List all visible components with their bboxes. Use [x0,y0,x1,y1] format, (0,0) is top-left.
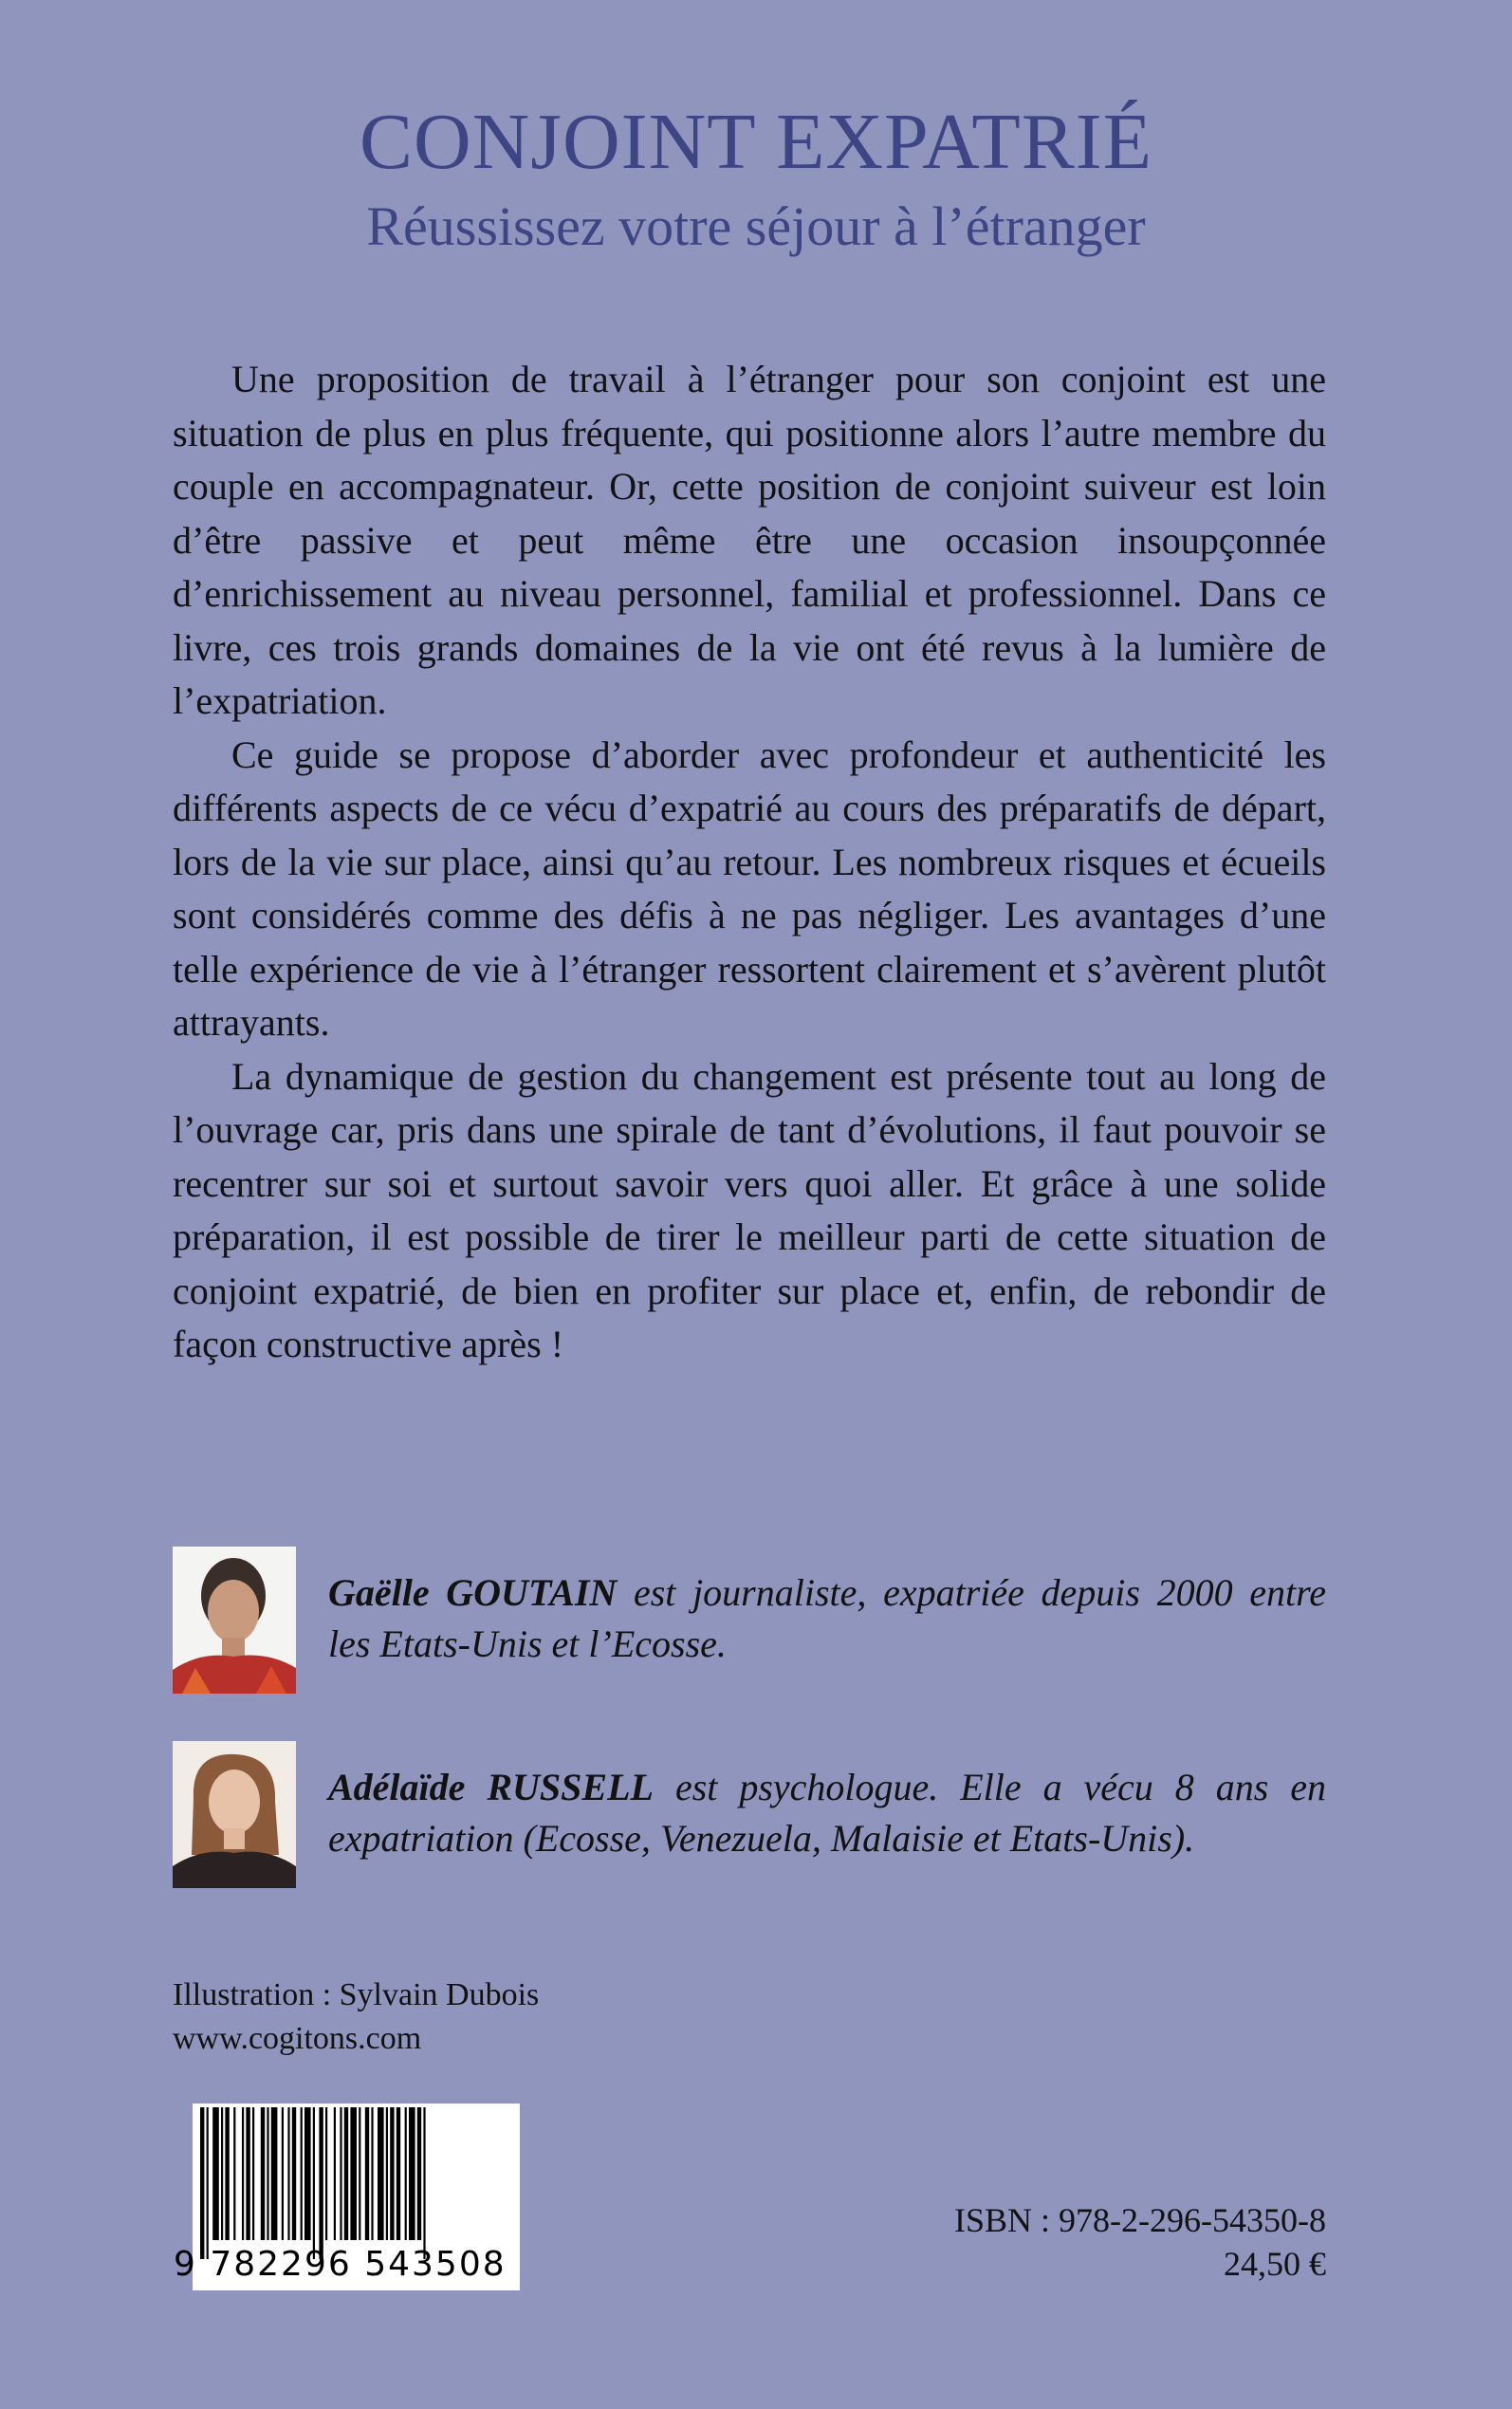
price: 24,50 € [1224,2245,1326,2283]
author-description: est journaliste, expatriée depuis 2000 entre les Etats-Unis et l’Ecosse. [328,1571,1327,1665]
blurb-paragraph: La dynamique de gestion du changement est présente tout au long de l’ouvrage car, pris dans une spirale de tant d’évolutions, il faut pouvoir se recentrer sur soi et surtout savoir vers quoi aller. Et grâce à une solide préparation, il est possible de tirer le meilleur parti de cette situation de conjoint expatrié, de bien en profiter sur place et, enfin, de rebondir de façon constructive après ! [173,1054,1326,1365]
book-subtitle: Réussissez votre séjour à l’étranger [366,195,1146,257]
isbn-number: ISBN : 978-2-296-54350-8 [954,2201,1326,2239]
blurb [173,353,1326,1372]
author-name: Gaëlle GOUTAIN [328,1571,618,1614]
author-photo [173,1741,296,1888]
isbn-block [954,2198,1326,2286]
author-bio [328,1567,1326,1670]
blurb-paragraph: Une proposition de travail à l’étranger pour son conjoint est une situation de plus en plus fréquente, qui positionne alors l’autre membre du couple en accompagnateur. Or, cette position de conjoint suiveur est loin d’être passive et peut même être une occasion insoupçonnée d’enrichissement au niveau personnel, familial et professionnel. Dans ce livre, ces trois grands domaines de la vie ont été revus à la lumière de l’expatriation. [173,358,1326,722]
author-name: Adélaïde RUSSELL [328,1766,654,1808]
credits [173,1974,539,2061]
blurb-paragraph: Ce guide se propose d’aborder avec profondeur et authenticité les différents aspects de ce vécu d’expatrié au cours des préparatifs de départ, lors de la vie sur place, ainsi qu’au retour. Les nombreux risques et écueils sont considérés comme des défis à ne pas négliger. Les avantages d’une telle expérience de vie à l’étranger ressortent clairement et s’avèrent plutôt attrayants. [173,732,1326,1044]
website-text: www.cogitons.com [173,2021,422,2056]
illustration-credit: Illustration : Sylvain Dubois [173,1977,540,2012]
author-photo [173,1547,296,1694]
barcode-digits: 9 782296 543508 [174,2245,507,2284]
author-bio [328,1762,1326,1864]
author-description: est psychologue. Elle a vécu 8 ans en expatriation (Ecosse, Venezuela, Malaisie et Etats-Unis). [328,1766,1326,1860]
book-title: CONJOINT EXPATRIÉ [359,98,1153,186]
